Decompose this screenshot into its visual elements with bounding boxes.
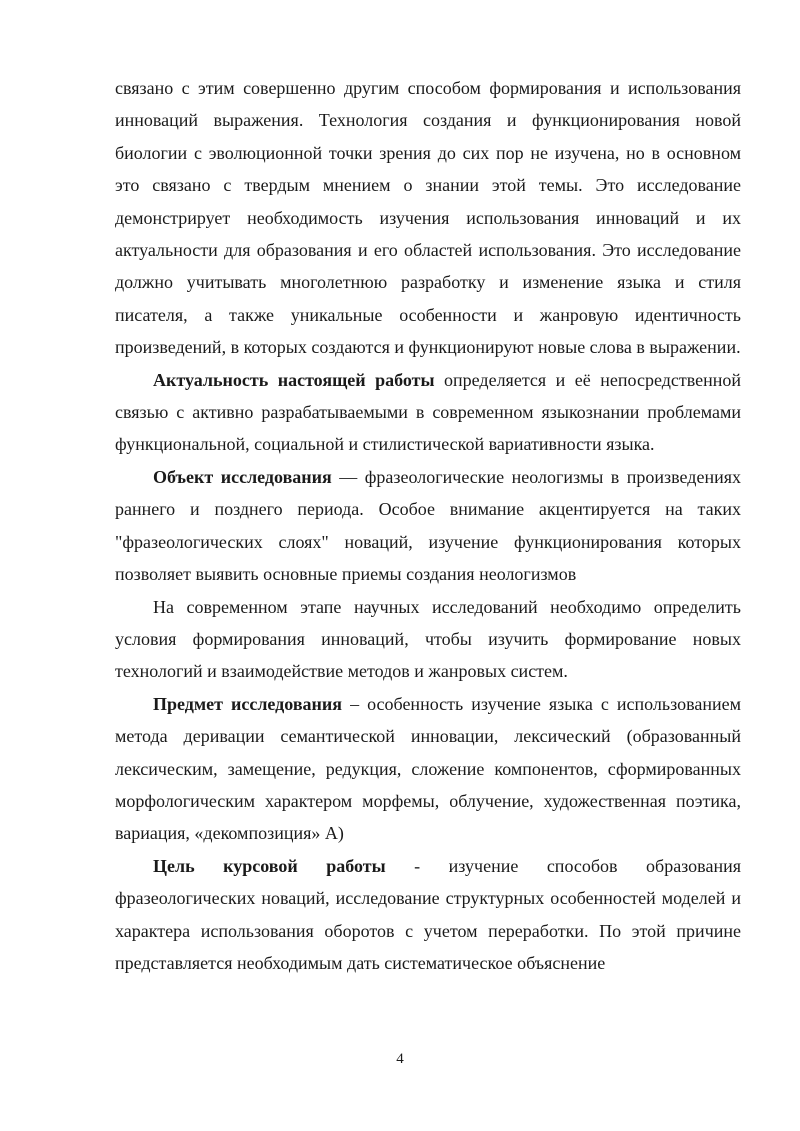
paragraph-intro-continuation xyxy=(115,72,741,364)
subject-term: Предмет исследования xyxy=(153,693,343,714)
page-number: 4 xyxy=(396,1051,404,1067)
object-term: Объект исследования xyxy=(153,466,332,487)
paragraph-text: На современном этапе научных исследований необходимо определить условия формирования инноваций, чтобы изучить формирование новых технологий и взаимодействие методов и жанровых систем. xyxy=(115,596,741,682)
paragraph-goal xyxy=(115,850,741,980)
paragraph-text: - изучение способов образования фразеологических новаций, исследование структурных особенностей моделей и характера использования оборотов с учетом переработки. По этой причине представляется необходимым дать систематическое объяснение xyxy=(115,855,741,973)
paragraph-text: — фразеологические неологизмы в произведениях раннего и позднего периода. Особое внимание акцентируется на таких "фразеологических слоях" новаций, изучение функционирования которых позволяет выявить основные приемы создания неологизмов xyxy=(115,466,742,585)
paragraph-relevance xyxy=(115,364,741,461)
paragraph-text: связано с этим совершенно другим способом формирования и использования инноваций выражения. Технология создания и функционирования новой биологии с эволюционной точки зрения до сих пор не изучена, но в основном это связано с твердым мнением о знании этой темы. Это исследование демонстрирует необходимость изучения использования инноваций и их актуальности для образования и его областей использования. Это исследование должно учитывать многолетнюю разработку и изменение языка и стиля писателя, а также уникальные особенности и жанровую идентичность произведений, в которых создаются и функционируют новые слова в выражении. xyxy=(115,78,741,358)
paragraph-subject xyxy=(115,688,741,850)
document-body xyxy=(115,72,741,979)
relevance-term: Актуальность настоящей работы xyxy=(153,369,435,390)
goal-term: Цель курсовой работы xyxy=(153,855,386,876)
paragraph-object xyxy=(115,461,741,591)
paragraph-current-stage xyxy=(115,591,741,688)
paragraph-text: определяется и её непосредственной связью с активно разрабатываемыми в современном языкознании проблемами функциональной, социальной и стилистической вариативности языка. xyxy=(115,369,741,455)
paragraph-text: – особенность изучение языка с использованием метода деривации семантической инновации, лексический (образованный лексическим, замещение, редукция, сложение компонентов, сформированных морфологическим характером морфемы, облучение, художественная поэтика, вариация, «декомпозиция» А) xyxy=(115,693,741,844)
